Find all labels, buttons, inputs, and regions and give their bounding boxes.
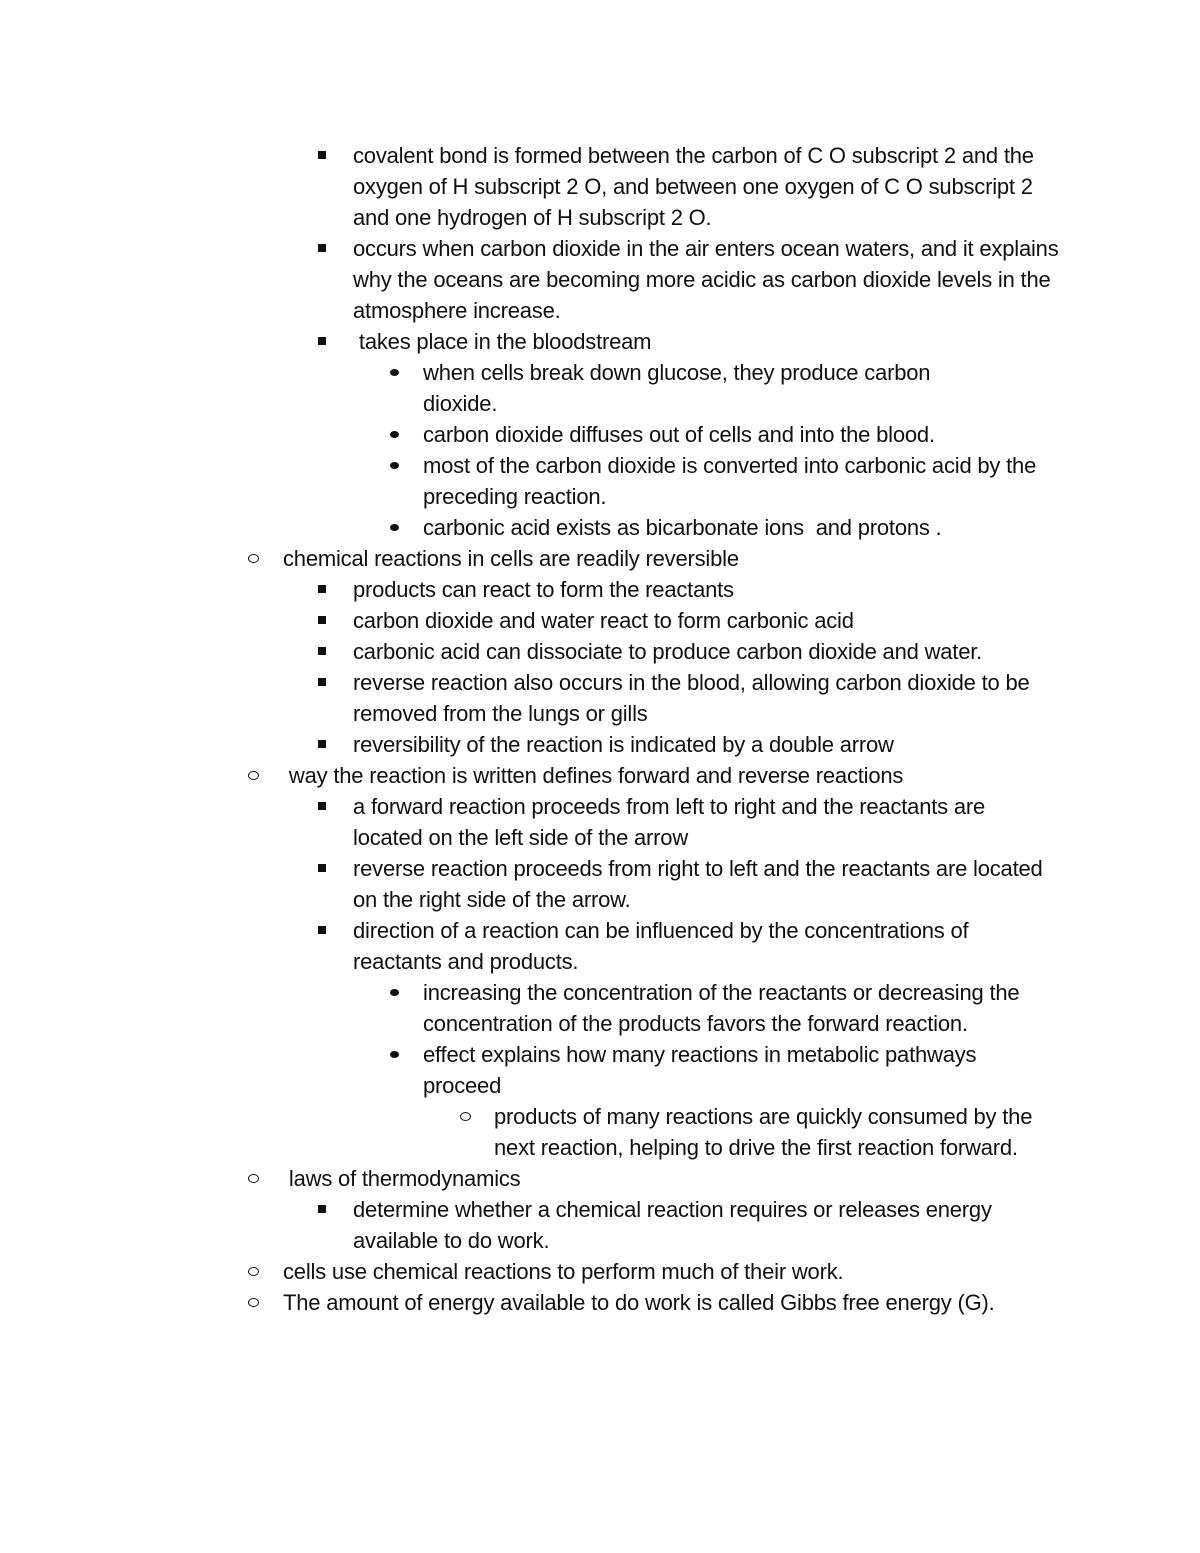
list-item-text: products can react to form the reactants: [353, 577, 734, 602]
list-item-text: products of many reactions are quickly consumed by the next reaction, helping to drive the first reaction forward.: [494, 1104, 1033, 1160]
list-item: [0, 1256, 1200, 1287]
square-bullet-icon: [318, 729, 326, 760]
list-item: [0, 140, 1200, 233]
list-item: [0, 419, 1200, 450]
square-bullet-icon: [318, 915, 326, 946]
circle-bullet-icon: [248, 1287, 259, 1318]
list-item: [0, 760, 1200, 791]
list-item-text: carbon dioxide and water react to form carbonic acid: [353, 608, 854, 633]
square-bullet-icon: [318, 1194, 326, 1225]
list-item-text: occurs when carbon dioxide in the air enters ocean waters, and it explains why the oceans are becoming more acidic as carbon dioxide levels in the atmosphere increase.: [353, 236, 1059, 323]
list-item: [0, 233, 1200, 326]
square-bullet-icon: [318, 326, 326, 357]
list-item: [0, 450, 1200, 512]
list-item: [0, 667, 1200, 729]
list-item-text: increasing the concentration of the reactants or decreasing the concentration of the products favors the forward reaction.: [423, 980, 1020, 1036]
list-item-text: reverse reaction also occurs in the blood, allowing carbon dioxide to be removed from the lungs or gills: [353, 670, 1030, 726]
list-item-text: reversibility of the reaction is indicated by a double arrow: [353, 732, 894, 757]
circle-bullet-icon: [460, 1101, 471, 1132]
circle-bullet-icon: [248, 1256, 259, 1287]
list-item: [0, 636, 1200, 667]
square-bullet-icon: [318, 791, 326, 822]
list-item: [0, 574, 1200, 605]
notes-list: [0, 140, 1200, 1318]
square-bullet-icon: [318, 605, 326, 636]
list-item-text: reverse reaction proceeds from right to left and the reactants are located on the right side of the arrow.: [353, 856, 1043, 912]
list-item-text: covalent bond is formed between the carbon of C O subscript 2 and the oxygen of H subscript 2 O, and between one oxygen of C O subscript 2 and one hydrogen of H subscript 2 O.: [353, 143, 1034, 230]
square-bullet-icon: [318, 636, 326, 667]
square-bullet-icon: [318, 667, 326, 698]
dot-bullet-icon: [390, 512, 399, 543]
circle-bullet-icon: [248, 1163, 259, 1194]
square-bullet-icon: [318, 853, 326, 884]
list-item: [0, 1039, 1200, 1101]
list-item: [0, 605, 1200, 636]
list-item: [0, 977, 1200, 1039]
list-item-text: laws of thermodynamics: [283, 1166, 521, 1191]
circle-bullet-icon: [248, 760, 259, 791]
list-item-text: when cells break down glucose, they produce carbon dioxide.: [423, 360, 931, 416]
list-item: [0, 729, 1200, 760]
list-item-text: a forward reaction proceeds from left to right and the reactants are located on the left side of the arrow: [353, 794, 986, 850]
list-item: [0, 1101, 1200, 1163]
square-bullet-icon: [318, 233, 326, 264]
list-item: [0, 326, 1200, 357]
list-item-text: direction of a reaction can be influenced by the concentrations of reactants and products.: [353, 918, 969, 974]
dot-bullet-icon: [390, 1039, 399, 1070]
list-item-text: carbonic acid exists as bicarbonate ions and protons .: [423, 515, 942, 540]
list-item-text: cells use chemical reactions to perform much of their work.: [283, 1259, 844, 1284]
list-item-text: takes place in the bloodstream: [353, 329, 652, 354]
list-item: [0, 1287, 1200, 1318]
list-item-text: carbon dioxide diffuses out of cells and into the blood.: [423, 422, 935, 447]
list-item-text: chemical reactions in cells are readily reversible: [283, 546, 739, 571]
list-item: [0, 543, 1200, 574]
list-item-text: effect explains how many reactions in metabolic pathways proceed: [423, 1042, 977, 1098]
list-item-text: The amount of energy available to do work is called Gibbs free energy (G).: [283, 1290, 995, 1315]
square-bullet-icon: [318, 574, 326, 605]
dot-bullet-icon: [390, 419, 399, 450]
dot-bullet-icon: [390, 977, 399, 1008]
list-item-text: way the reaction is written defines forward and reverse reactions: [283, 763, 904, 788]
dot-bullet-icon: [390, 357, 399, 388]
list-item: [0, 1163, 1200, 1194]
list-item-text: carbonic acid can dissociate to produce carbon dioxide and water.: [353, 639, 983, 664]
list-item: [0, 791, 1200, 853]
list-item-text: most of the carbon dioxide is converted into carbonic acid by the preceding reaction.: [423, 453, 1037, 509]
list-item: [0, 357, 1200, 419]
square-bullet-icon: [318, 140, 326, 171]
list-item: [0, 915, 1200, 977]
circle-bullet-icon: [248, 543, 259, 574]
list-item-text: determine whether a chemical reaction requires or releases energy available to do work.: [353, 1197, 992, 1253]
list-item: [0, 1194, 1200, 1256]
list-item: [0, 512, 1200, 543]
dot-bullet-icon: [390, 450, 399, 481]
list-item: [0, 853, 1200, 915]
